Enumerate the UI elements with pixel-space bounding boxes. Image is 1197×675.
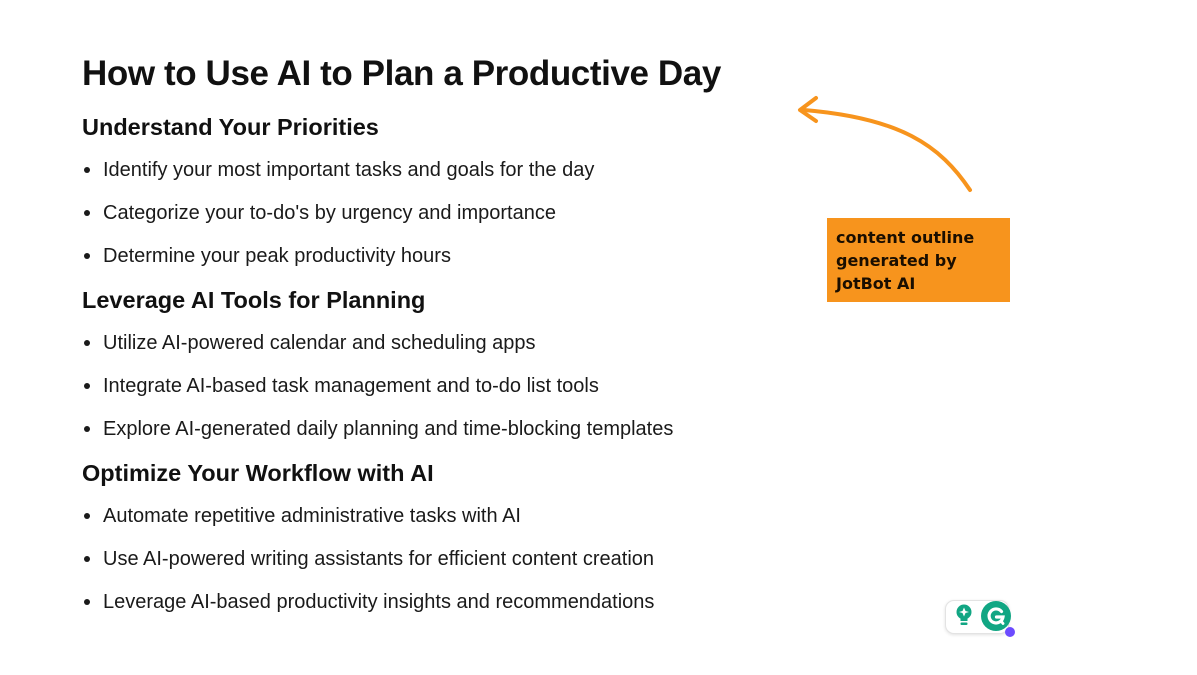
grammarly-widget[interactable]: [945, 597, 1017, 639]
bullet-icon: [84, 253, 90, 259]
section-heading-ai-tools: Leverage AI Tools for Planning: [82, 287, 426, 313]
bullet-icon: [84, 556, 90, 562]
annotation-line: generated by: [836, 251, 957, 270]
list-item: [82, 417, 822, 441]
list-item: [82, 374, 822, 398]
list-item-text: Utilize AI-powered calendar and scheduling apps: [103, 332, 536, 354]
bullet-icon: [84, 167, 90, 173]
list-item: [82, 504, 822, 528]
notification-badge: [1005, 627, 1015, 637]
list-item-text: Use AI-powered writing assistants for efficient content creation: [103, 548, 655, 570]
list-item-text: Identify your most important tasks and goals for the day: [103, 159, 595, 181]
lightbulb-icon[interactable]: [954, 603, 974, 627]
bullet-icon: [84, 426, 90, 432]
bullet-list-ai-tools: [82, 331, 822, 441]
bullet-icon: [84, 599, 90, 605]
list-item: [82, 158, 822, 182]
list-item-text: Automate repetitive administrative tasks with AI: [103, 505, 521, 527]
list-item: [82, 201, 822, 225]
bullet-list-workflow: [82, 504, 822, 614]
list-item: [82, 547, 822, 571]
list-item-text: Explore AI-generated daily planning and time-blocking templates: [103, 418, 674, 440]
document-content: [82, 50, 822, 614]
annotation-callout: [827, 218, 1010, 302]
curved-arrow-icon: [790, 90, 980, 200]
annotation-line: content outline: [836, 228, 975, 247]
list-item-text: Integrate AI-based task management and to-do list tools: [103, 375, 599, 397]
section-heading-priorities: Understand Your Priorities: [82, 114, 379, 140]
annotation-line: JotBot AI: [836, 274, 916, 293]
list-item-text: Determine your peak productivity hours: [103, 245, 451, 267]
grammarly-icon[interactable]: [981, 601, 1011, 631]
document-title: How to Use AI to Plan a Productive Day: [82, 54, 721, 93]
bullet-icon: [84, 513, 90, 519]
list-item: [82, 590, 822, 614]
bullet-icon: [84, 383, 90, 389]
bullet-list-priorities: [82, 158, 822, 268]
list-item: [82, 331, 822, 355]
bullet-icon: [84, 340, 90, 346]
list-item-text: Leverage AI-based productivity insights and recommendations: [103, 591, 655, 613]
list-item: [82, 244, 822, 268]
list-item-text: Categorize your to-do's by urgency and importance: [103, 202, 556, 224]
bullet-icon: [84, 210, 90, 216]
section-heading-workflow: Optimize Your Workflow with AI: [82, 460, 434, 486]
